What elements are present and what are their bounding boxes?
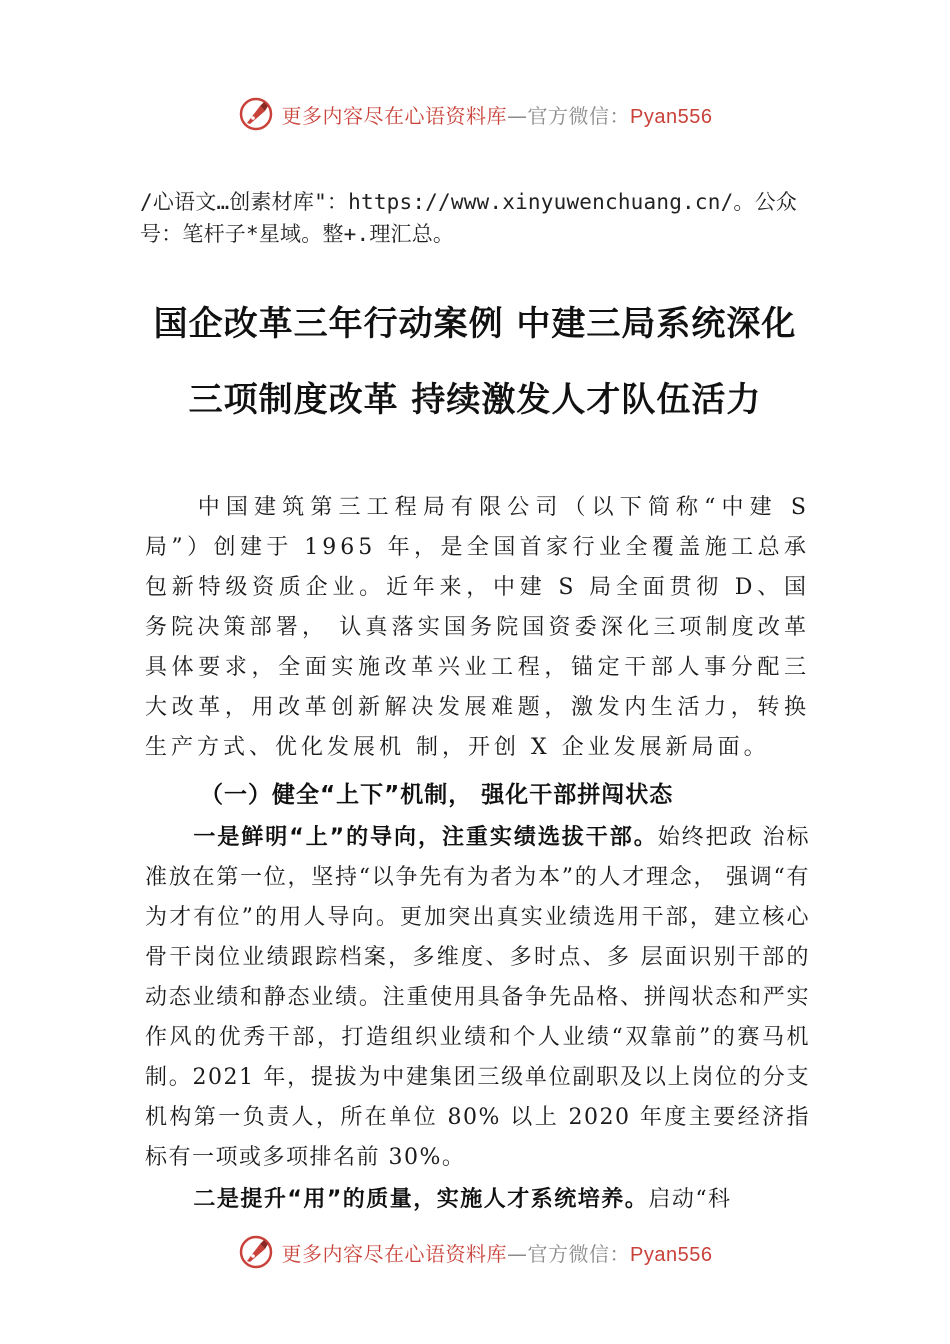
banner-main-text: 更多内容尽在心语资料库 [281,103,508,128]
banner-separator: — [507,1241,528,1266]
paragraph-two-lead: 二是提升“用”的质量，实施人才系统培养。 [193,1187,649,1212]
document-title-line-1: 国企改革三年行动案例 中建三局系统深化 [153,304,797,344]
document-title-line-2: 三项制度改革 持续激发人才队伍活力 [188,380,762,420]
paragraph-two-body: 启动“科 [648,1187,732,1212]
paragraph-one-lead: 一是鲜明“上”的导向，注重实绩选拔干部。 [193,825,658,850]
header-banner [0,92,950,136]
banner-text [282,100,713,129]
banner-label: 官方微信： [527,103,631,128]
intro-paragraph-text: 中国建筑第三工程局有限公司（以下简称“中建 S局”）创建于 1965 年，是全国首家行业全覆盖施工总承包新特级资质企业。近年来，中建 S 局全面贯彻 D、国务院决策部署， 认真落实国务院国资委深化三项制度改革具体要求，全面实施改革兴业工程，锚定干部人事分配三大改革，用改革创新解决发展难题，激发内生活力，转换生产方式、优化发展机 制，开创 X 企业发展新局面。 [145,495,810,760]
paragraph-two [145,1180,810,1220]
paragraph-two-text [145,1180,810,1220]
banner-wechat-id: Pyan556 [630,1243,713,1266]
banner-text [282,1238,713,1267]
intro-paragraph [145,488,810,768]
paragraph-one-body: 始终把政 治标准放在第一位，坚持“以争先有为者为本”的人才理念， 强调“有为才有位”的用人导向。更加突出真实业绩选用干部，建立核心骨干岗位业绩跟踪档案，多维度、多时点、多 层面识别干部的动态业绩和静态业绩。注重使用具备争先品格、拼闯状态和严实作风的优秀干部，打造组织业绩和个人业绩“双靠前”的赛马机制。2021 年，提拔为中建集团三级单位副职及以上岗位的分支机构第一负责人，所在单位 80% 以上 2020 年度主要经济指标有一项或多项排名前 30%。 [145,825,810,1170]
pen-nib-logo-icon [238,96,274,132]
footer-banner [0,1230,950,1274]
paragraph-one-text [145,818,810,1178]
source-line: /心语文…创素材库"：https://www.xinyuwenchuang.cn/。公众号：笔杆子*星域。整+.理汇总。 [140,190,798,246]
banner-wechat-id: Pyan556 [630,105,713,128]
banner-separator: — [507,103,528,128]
pen-nib-logo-icon [238,1234,274,1270]
banner-label: 官方微信： [527,1241,631,1266]
paragraph-one [145,818,810,1178]
banner-main-text: 更多内容尽在心语资料库 [281,1241,508,1266]
section-heading: （一）健全“上下”机制， 强化干部拼闯状态 [200,782,674,808]
